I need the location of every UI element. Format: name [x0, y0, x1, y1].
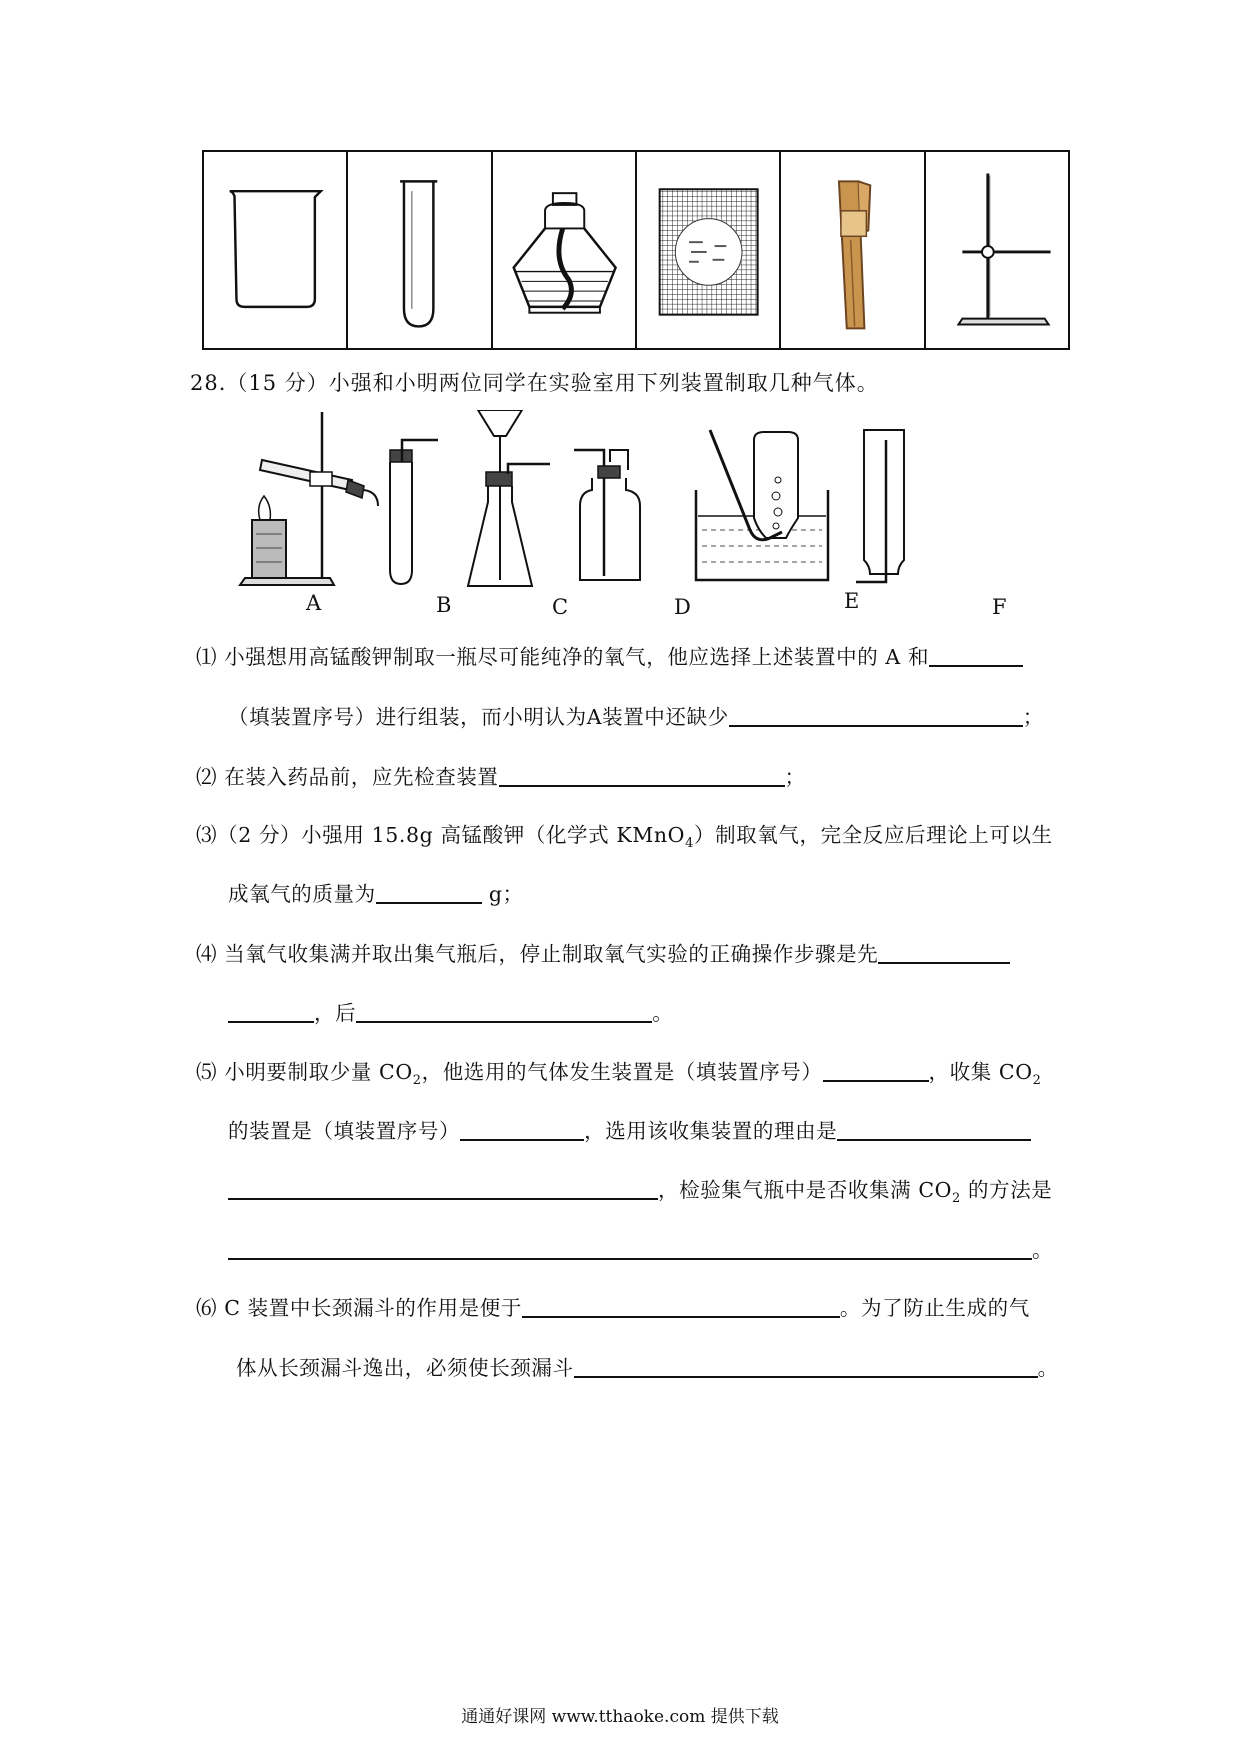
q5-blank3[interactable] [837, 1119, 1031, 1141]
q5-blank1[interactable] [823, 1060, 929, 1082]
label-e: E [844, 589, 860, 613]
label-f: F [992, 595, 1007, 619]
q3-line2: 成氧气的质量为 g； [228, 882, 524, 906]
q5-line2: 的装置是（填装置序号） ，选用该收集装置的理由是 [228, 1114, 1031, 1144]
apparatus-a-icon [240, 412, 378, 585]
q5-blank2[interactable] [460, 1119, 584, 1141]
q5-line1: ⑸ 小明要制取少量 $CO_2$，他选用的气体发生装置是（填装置序号） ，收集 $CO_2$ [196, 1060, 1042, 1089]
q6-blank2[interactable] [574, 1356, 1038, 1378]
alcohol-lamp-cell [493, 152, 637, 348]
q6-line1: ⑹ C 装置中长颈漏斗的作用是便于 。为了防止生成的气 [196, 1296, 1030, 1320]
q4-blank2[interactable] [228, 1001, 314, 1023]
test-tube-holder-icon [781, 152, 923, 348]
q5-line4: 。 [228, 1233, 1053, 1263]
question-text: （15 分）小强和小明两位同学在实验室用下列装置制取几种气体。 [226, 371, 879, 395]
footer-source: 通通好课网 www.tthaoke.com 提供下载 [461, 1707, 779, 1727]
apparatus-table [202, 150, 1070, 350]
label-a: A [306, 591, 322, 615]
beaker-cell [204, 152, 348, 348]
question-number: 28. [190, 371, 227, 395]
q2-blank[interactable] [499, 765, 785, 787]
beaker-icon [204, 152, 346, 348]
q2-line: ⑵ 在装入药品前，应先检查装置 ； [196, 765, 806, 789]
q3-blank[interactable] [376, 882, 482, 904]
q3-line1: ⑶（2 分）小强用 15.8g 高锰酸钾（化学式 KMnO$_4$）制取氧气，完全反应后理论上可以生 [196, 823, 1053, 852]
wire-gauze-icon [637, 152, 779, 348]
wire-gauze-cell [637, 152, 781, 348]
q1-line1: ⑴ 小强想用高锰酸钾制取一瓶尽可能纯净的氧气，他应选择上述装置中的 A 和 [196, 640, 1023, 670]
q5-blank4[interactable] [228, 1178, 658, 1200]
apparatus-e-icon [696, 430, 828, 580]
q1-line2: （填装置序号）进行组装，而小明认为A装置中还缺少 ； [228, 705, 1044, 729]
q4-blank1[interactable] [878, 942, 1010, 964]
question-title [190, 367, 879, 397]
apparatus-f-icon [856, 430, 904, 582]
apparatus-figure [230, 410, 1050, 635]
apparatus-c-icon [468, 410, 550, 586]
apparatus-d-icon [574, 450, 640, 580]
q1-blank2[interactable] [729, 705, 1023, 727]
q1-blank1[interactable] [929, 645, 1023, 667]
q6-blank1[interactable] [522, 1296, 840, 1318]
q4-line2: ，后 。 [228, 996, 673, 1026]
q5-line3: ，检验集气瓶中是否收集满 $CO_2$ 的方法是 [228, 1173, 1052, 1206]
label-d: D [674, 595, 691, 619]
iron-stand-icon [926, 152, 1068, 348]
apparatus-b-icon [390, 440, 438, 584]
q6-line2: 体从长颈漏斗逸出，必须使长颈漏斗 。 [236, 1356, 1059, 1380]
alcohol-lamp-icon [493, 152, 635, 348]
test-tube-icon [348, 152, 490, 348]
q4-line1: ⑷ 当氧气收集满并取出集气瓶后，停止制取氧气实验的正确操作步骤是先 [196, 937, 1010, 967]
test-tube-holder-cell [781, 152, 925, 348]
q5-blank5[interactable] [228, 1238, 1032, 1260]
label-b: B [436, 593, 452, 617]
iron-stand-cell [926, 152, 1068, 348]
q4-blank3[interactable] [356, 1001, 652, 1023]
test-tube-cell [348, 152, 492, 348]
label-c: C [552, 595, 569, 619]
